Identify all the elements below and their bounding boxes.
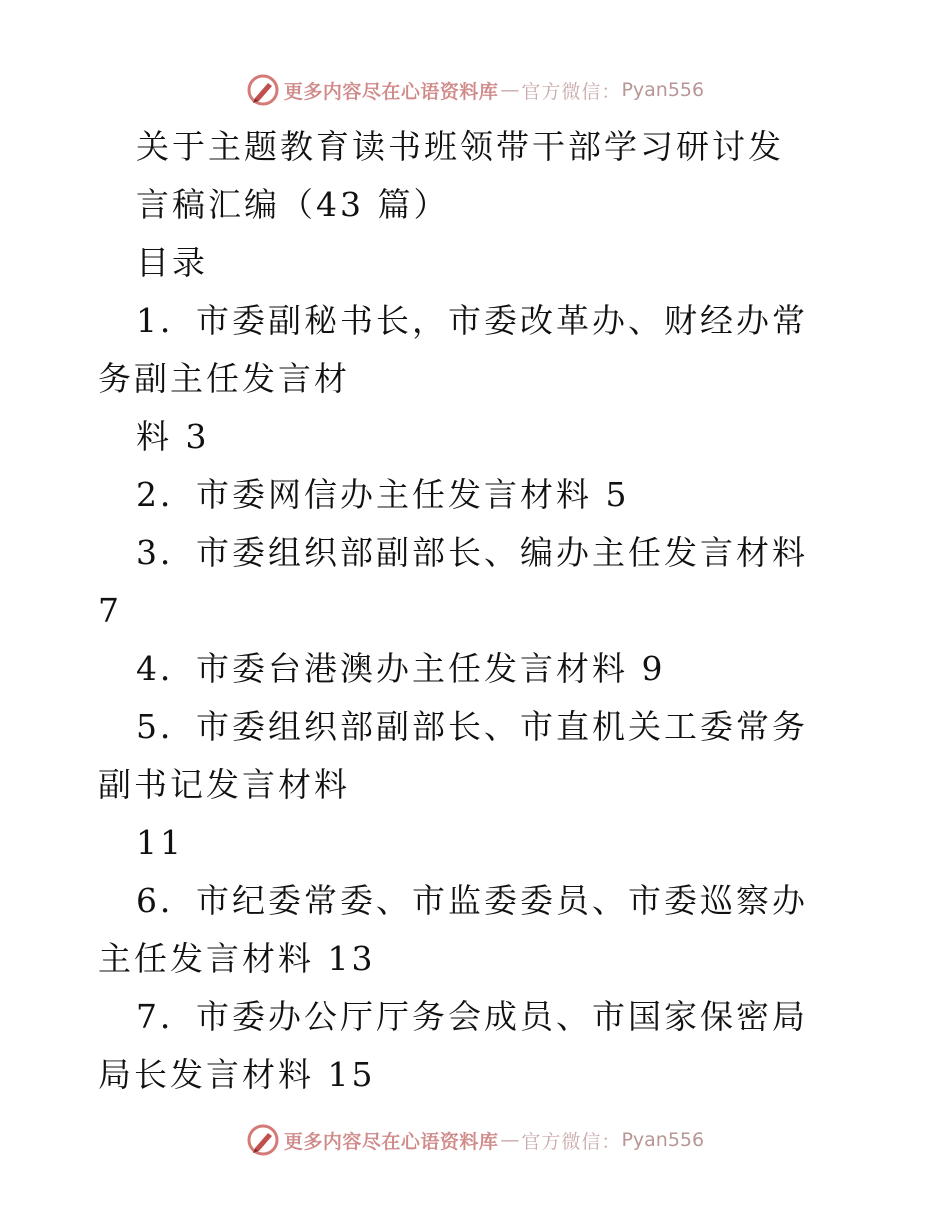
watermark-brand: 更多内容尽在心语资料库 (283, 80, 499, 103)
toc-item-page: 11 (136, 823, 184, 862)
document-body (98, 118, 838, 1104)
toc-item: 7．市委办公厅厅务会成员、市国家保密局局长发言材料 15 (98, 997, 808, 1094)
pen-logo-icon (246, 1123, 280, 1157)
toc-item: 1．市委副秘书长，市委改革办、财经办常务副主任发言材 (98, 301, 808, 398)
toc-item: 6．市纪委常委、市监委委员、市委巡察办主任发言材料 13 (98, 881, 808, 978)
watermark-brand: 更多内容尽在心语资料库 (283, 1130, 499, 1153)
header-watermark (0, 72, 950, 108)
watermark-dash: — (500, 79, 520, 101)
watermark-official: 官方微信： (521, 1130, 622, 1153)
pen-logo-icon (246, 73, 280, 107)
watermark-id: Pyan556 (621, 79, 705, 101)
document-title-line-2: 言稿汇编（43 篇） (136, 185, 450, 224)
toc-item: 5．市委组织部副部长、市直机关工委常务副书记发言材料 (98, 707, 808, 804)
watermark-dash: — (500, 1129, 520, 1151)
toc-item: 2．市委网信办主任发言材料 5 (136, 475, 630, 514)
document-title-line-1: 关于主题教育读书班领带干部学习研讨发 (136, 127, 784, 166)
footer-watermark (0, 1122, 950, 1158)
toc-item: 3．市委组织部副部长、编办主任发言材料 7 (98, 533, 808, 630)
watermark-id: Pyan556 (621, 1129, 705, 1151)
toc-heading: 目录 (136, 243, 208, 282)
toc-item: 4．市委台港澳办主任发言材料 9 (136, 649, 666, 688)
toc-item-page: 料 3 (136, 417, 210, 456)
watermark-official: 官方微信： (521, 80, 622, 103)
